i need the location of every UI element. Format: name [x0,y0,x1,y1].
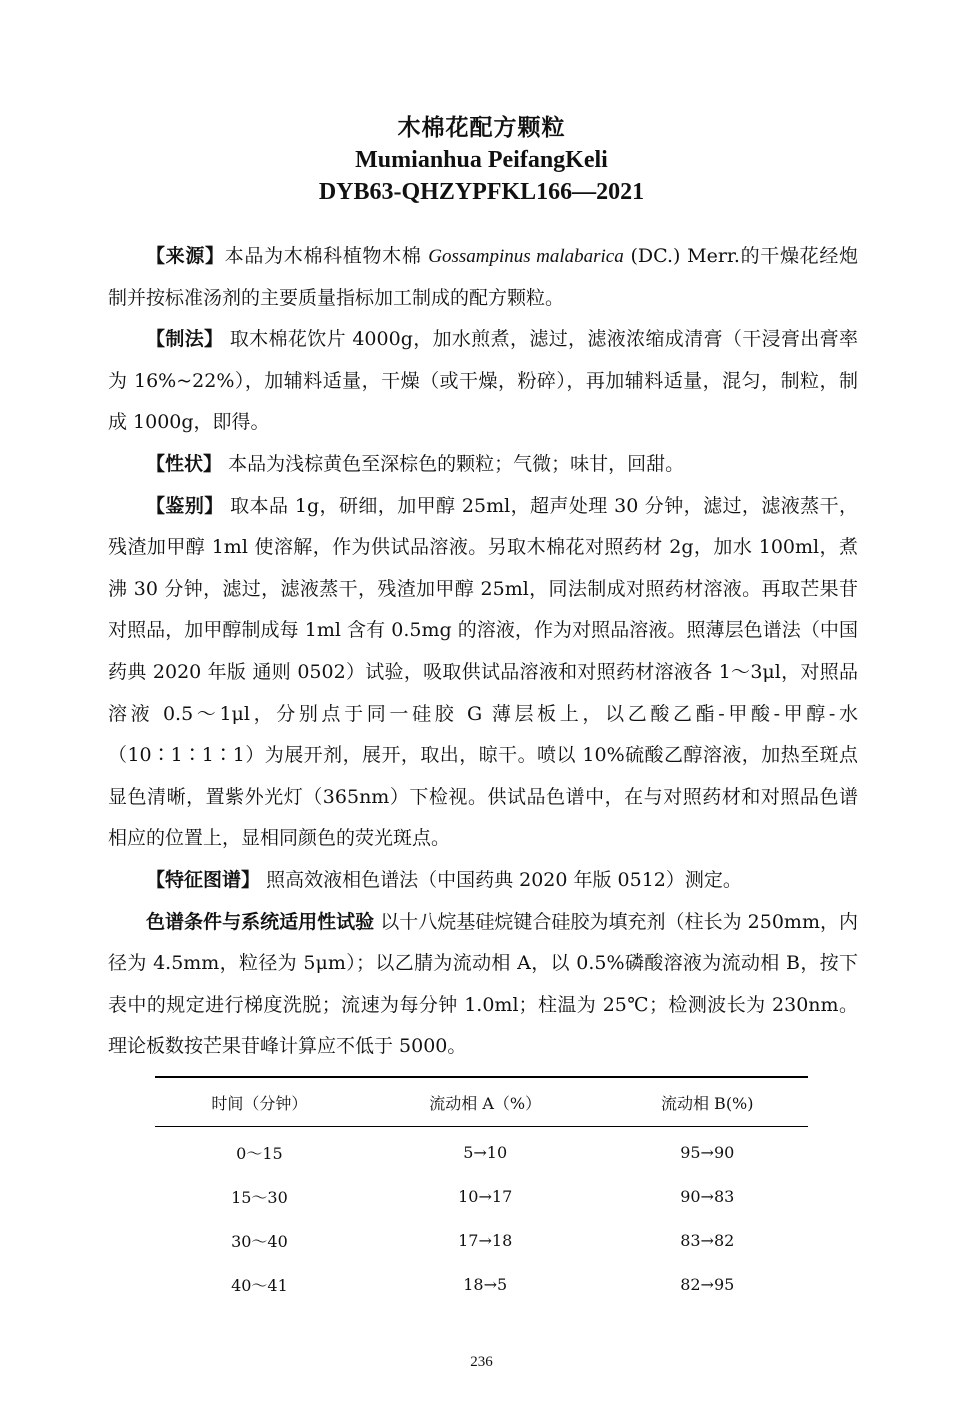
standard-code: DYB63-QHZYPFKL166—2021 [318,179,645,205]
table-cell: 17→18 [458,1230,513,1250]
page-number: 236 [470,1354,493,1370]
method-heading: 【制法】 [146,328,224,351]
table-row [155,1127,808,1175]
section-source [108,236,858,319]
gradient-table [155,1076,808,1306]
document-body [108,236,858,1068]
table-row [155,1174,808,1218]
table-row [155,1218,808,1262]
identification-text: 取本品 1g，研细，加甲醇 25ml，超声处理 30 分钟，滤过，滤液蒸干，残渣加甲醇 1ml 使溶解，作为供试品溶液。另取木棉花对照药材 2g，加水 100ml，煮沸 30 分钟，滤过，滤液蒸干，残渣加甲醇 25ml，同法制成对照药材溶液。再取芒果苷对照品，加甲醇制成每 1ml 含有 0.5mg 的溶液，作为对照品溶液。照薄层色谱法（中国药典 2020 年版 通则 0502）试验，吸取供试品溶液和对照药材溶液各 1～3μl，对照品溶液 0.5～1μl，分别点于同一硅胶 G 薄层板上，以乙酸乙酯-甲酸-甲醇-水（10∶1∶1∶1）为展开剂，展开，取出，晾干。喷以 10%硫酸乙醇溶液，加热至斑点显色清晰，置紫外光灯（365nm）下检视。供试品色谱中，在与对照药材和对照品色谱相应的位置上，显相同颜色的荧光斑点。 [108,494,858,850]
section-conditions [108,902,858,1068]
table-cell: 82→95 [680,1274,735,1294]
table-cell: 83→82 [680,1230,735,1250]
fingerprint-heading: 【特征图谱】 [146,868,261,891]
title-block [0,112,963,208]
section-identification [108,486,858,860]
table-row [155,1262,808,1306]
fingerprint-text: 照高效液相色谱法（中国药典 2020 年版 0512）测定。 [266,868,742,891]
table-header-phase-a: 流动相 A（%） [429,1093,542,1113]
identification-heading: 【鉴别】 [146,494,224,517]
section-character [108,444,858,486]
table-cell: 10→17 [458,1186,513,1206]
table-header-phase-b: 流动相 B(%) [660,1093,754,1113]
source-text-2: (DC.) Merr.的干燥花经炮制并按标准汤剂的主要质量指标加工制成的配方颗粒。 [108,245,859,309]
table-cell: 90→83 [680,1186,735,1206]
table-header-time: 时间（分钟） [211,1093,308,1113]
source-latin-name: Gossampinus malabarica [428,246,624,267]
character-text: 本品为浅棕黄色至深棕色的颗粒；气微；味甘，回甜。 [228,452,685,475]
title-pinyin: Mumianhua PeifangKeli [355,147,608,173]
title-chinese: 木棉花配方颗粒 [397,115,566,141]
character-heading: 【性状】 [146,452,223,475]
section-fingerprint [108,860,858,902]
table-cell: 30～40 [231,1231,288,1251]
table-cell: 40～41 [231,1275,288,1295]
table-cell: 18→5 [463,1274,508,1294]
table-cell: 0～15 [236,1143,283,1163]
source-text-1: 本品为木棉科植物木棉 [224,245,429,267]
conditions-heading: 色谱条件与系统适用性试验 [146,910,375,933]
source-heading: 【来源】 [146,245,225,267]
section-method [108,319,858,444]
table-cell: 15～30 [231,1187,288,1207]
table-cell: 95→90 [680,1142,735,1162]
table-header-row [155,1077,808,1127]
conditions-text: 以十八烷基硅烷键合硅胶为填充剂（柱长为 250mm，内径为 4.5mm，粒径为 5μm）；以乙腈为流动相 A，以 0.5%磷酸溶液为流动相 B，按下表中的规定进行梯度洗脱；流速为每分钟 1.0ml；柱温为 25℃；检测波长为 230nm。理论板数按芒果苷峰计算应不低于 5000。 [108,910,858,1058]
table-cell: 5→10 [463,1142,508,1162]
method-text: 取木棉花饮片 4000g，加水煎煮，滤过，滤液浓缩成清膏（干浸膏出膏率为 16%~22%），加辅料适量，干燥（或干燥，粉碎），再加辅料适量，混匀，制粒，制成 1000g，即得。 [108,328,858,434]
